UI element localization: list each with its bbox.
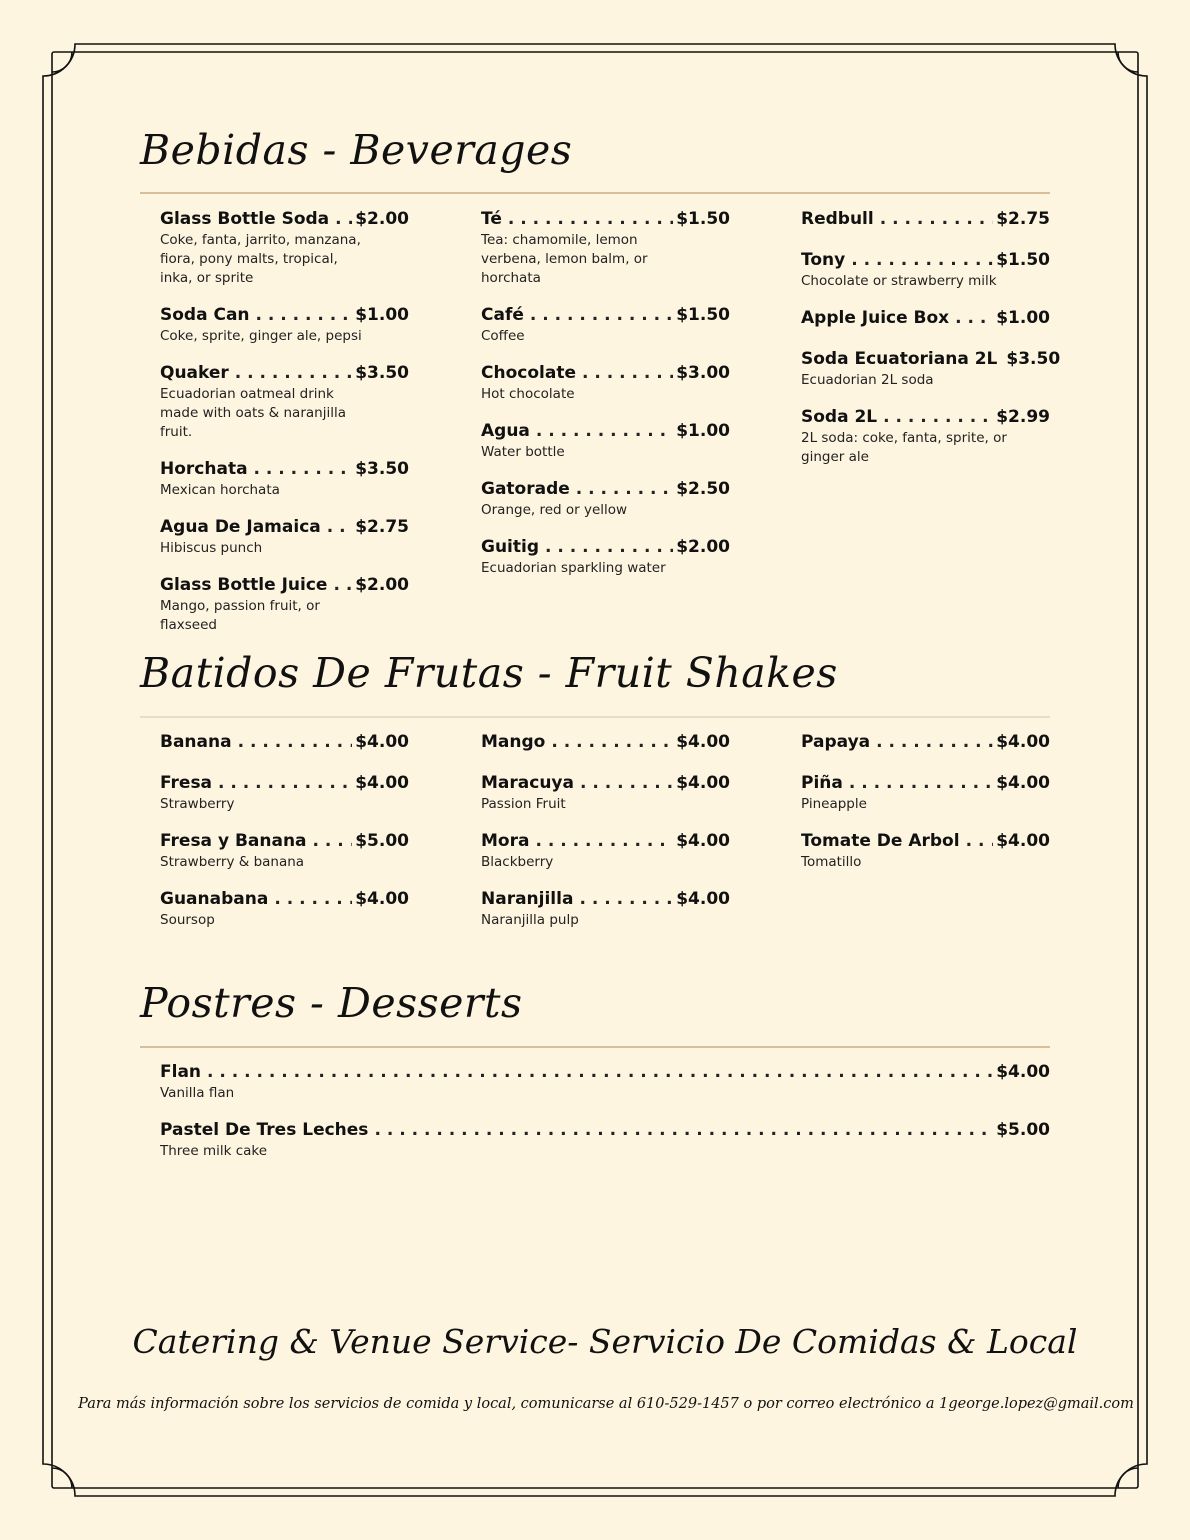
shakes-column-1 xyxy=(160,732,409,947)
menu-item-price: $4.00 xyxy=(676,831,730,851)
menu-item xyxy=(160,773,409,814)
dot-leader xyxy=(218,773,352,794)
menu-item-name: Gatorade xyxy=(481,479,570,499)
menu-item-price: $1.50 xyxy=(676,209,730,229)
menu-item-price: $4.00 xyxy=(996,831,1050,851)
menu-item-price: $3.50 xyxy=(355,363,409,383)
menu-item-row xyxy=(801,308,1050,329)
menu-item-description: Coke, sprite, ginger ale, pepsi xyxy=(160,328,362,344)
section-divider xyxy=(140,716,1050,718)
section-divider xyxy=(140,1046,1050,1048)
menu-item-description: Hibiscus punch xyxy=(160,540,263,556)
menu-item-description: Passion Fruit xyxy=(481,796,566,812)
menu-item xyxy=(481,421,730,462)
menu-item-row xyxy=(481,421,730,442)
menu-item-price: $5.00 xyxy=(996,1120,1050,1140)
section-divider xyxy=(140,192,1050,194)
menu-item-row xyxy=(481,831,730,852)
menu-item-description: Hot chocolate xyxy=(481,386,575,402)
menu-item-row xyxy=(481,889,730,910)
menu-item-row xyxy=(481,537,730,558)
menu-item-row xyxy=(481,732,730,753)
dot-leader xyxy=(333,575,352,596)
menu-item-price: $4.00 xyxy=(996,732,1050,752)
menu-item-name: Fresa xyxy=(160,773,213,793)
footer-title: Catering & Venue Service- Servicio De Comidas & Local xyxy=(132,1322,1078,1361)
menu-item xyxy=(160,305,409,346)
dot-leader xyxy=(335,209,352,230)
menu-item-price: $1.00 xyxy=(676,421,730,441)
menu-item-name: Mora xyxy=(481,831,530,851)
menu-item-name: Glass Bottle Juice xyxy=(160,575,328,595)
menu-item-row xyxy=(481,209,730,230)
menu-item-row xyxy=(160,209,409,230)
dot-leader xyxy=(851,250,993,271)
menu-item xyxy=(160,732,409,753)
menu-item-name: Papaya xyxy=(801,732,871,752)
menu-item-row xyxy=(160,732,409,753)
menu-item-name: Chocolate xyxy=(481,363,576,383)
menu-item-description: Mango, passion fruit, or flaxseed xyxy=(160,598,320,633)
menu-item-row xyxy=(160,773,409,794)
dot-leader xyxy=(508,209,673,230)
menu-item-name: Guitig xyxy=(481,537,540,557)
dot-leader xyxy=(955,308,993,329)
menu-item xyxy=(481,209,730,288)
menu-item-row xyxy=(801,773,1050,794)
menu-item-description: Ecuadorian sparkling water xyxy=(481,560,666,576)
menu-item-description: Soursop xyxy=(160,912,215,928)
menu-item-name: Soda Can xyxy=(160,305,250,325)
dot-leader xyxy=(207,1062,993,1083)
menu-item-name: Tony xyxy=(801,250,846,270)
menu-item-name: Guanabana xyxy=(160,889,269,909)
dot-leader xyxy=(582,363,673,384)
menu-item-row xyxy=(481,773,730,794)
menu-item-name: Soda Ecuatoriana 2L xyxy=(801,349,998,369)
menu-item-row xyxy=(160,459,409,480)
menu-item xyxy=(481,363,730,404)
menu-item-price: $4.00 xyxy=(996,1062,1050,1082)
menu-item-row xyxy=(801,732,1050,753)
menu-item-row xyxy=(481,305,730,326)
menu-item-description: Chocolate or strawberry milk xyxy=(801,273,997,289)
menu-item-description: Pineapple xyxy=(801,796,867,812)
menu-item-price: $4.00 xyxy=(676,732,730,752)
menu-item-name: Café xyxy=(481,305,524,325)
footer-contact-note: Para más información sobre los servicios de comida y local, comunicarse al 610-529-1457 o por correo electrónico a 1george.lopez@gmail.com xyxy=(78,1396,1134,1412)
menu-item-name: Agua De Jamaica xyxy=(160,517,321,537)
menu-item-price: $1.50 xyxy=(996,250,1050,270)
menu-item-name: Fresa y Banana xyxy=(160,831,307,851)
dot-leader xyxy=(545,537,673,558)
dot-leader xyxy=(313,831,353,852)
menu-item-price: $2.00 xyxy=(676,537,730,557)
desserts-column xyxy=(160,1062,1050,1178)
menu-item-row xyxy=(801,831,1050,852)
dot-leader xyxy=(238,732,353,753)
menu-item xyxy=(481,831,730,872)
menu-item-row xyxy=(481,479,730,500)
menu-item-price: $3.50 xyxy=(1006,349,1061,369)
menu-item-price: $5.00 xyxy=(355,831,409,851)
menu-item-price: $2.00 xyxy=(355,209,409,229)
menu-item-name: Flan xyxy=(160,1062,202,1082)
dot-leader xyxy=(274,889,352,910)
menu-item-description: Coke, fanta, jarrito, manzana, fiora, pony malts, tropical, inka, or sprite xyxy=(160,232,361,286)
menu-item-row xyxy=(801,407,1050,428)
menu-item-name: Quaker xyxy=(160,363,229,383)
menu-item-description: Mexican horchata xyxy=(160,482,280,498)
menu-item-price: $4.00 xyxy=(355,773,409,793)
menu-item-row xyxy=(801,250,1050,271)
menu-item-price: $3.50 xyxy=(355,459,409,479)
menu-item xyxy=(481,732,730,753)
menu-item-price: $4.00 xyxy=(355,732,409,752)
menu-item xyxy=(160,209,409,288)
menu-item-name: Maracuya xyxy=(481,773,574,793)
menu-item-price: $2.75 xyxy=(355,517,409,537)
dot-leader xyxy=(880,209,994,230)
menu-item-row xyxy=(160,363,409,384)
menu-item xyxy=(160,1120,1050,1161)
menu-item-name: Piña xyxy=(801,773,843,793)
menu-item-price: $2.99 xyxy=(996,407,1050,427)
section-title-fruit-shakes: Batidos De Frutas - Fruit Shakes xyxy=(140,649,838,697)
dot-leader xyxy=(327,517,352,538)
dot-leader xyxy=(579,889,673,910)
menu-item-description: Ecuadorian oatmeal drink made with oats & naranjilla fruit. xyxy=(160,386,346,440)
menu-item xyxy=(481,889,730,930)
menu-item-price: $2.00 xyxy=(355,575,409,595)
menu-item-price: $2.75 xyxy=(996,209,1050,229)
menu-item-description: Strawberry xyxy=(160,796,235,812)
menu-item-name: Mango xyxy=(481,732,546,752)
dot-leader xyxy=(849,773,993,794)
dot-leader xyxy=(576,479,673,500)
menu-item-price: $2.50 xyxy=(676,479,730,499)
menu-item xyxy=(160,889,409,930)
menu-item-row xyxy=(160,517,409,538)
menu-item xyxy=(801,732,1050,753)
menu-item-description: Tea: chamomile, lemon verbena, lemon balm, or horchata xyxy=(481,232,648,286)
dot-leader xyxy=(883,407,993,428)
menu-item-name: Tomate De Arbol xyxy=(801,831,960,851)
menu-item xyxy=(801,407,1050,467)
menu-item xyxy=(160,517,409,558)
menu-item-price: $1.00 xyxy=(996,308,1050,328)
menu-item-price: $4.00 xyxy=(996,773,1050,793)
section-title-desserts: Postres - Desserts xyxy=(140,979,523,1027)
menu-item xyxy=(481,479,730,520)
menu-item-description: Ecuadorian 2L soda xyxy=(801,372,934,388)
dot-leader xyxy=(530,305,673,326)
shakes-column-2 xyxy=(481,732,730,947)
menu-item-row xyxy=(481,363,730,384)
dot-leader xyxy=(374,1120,993,1141)
menu-item xyxy=(801,250,1050,291)
menu-item xyxy=(481,773,730,814)
beverages-column-3 xyxy=(801,209,1061,484)
menu-item-price: $1.00 xyxy=(355,305,409,325)
menu-item xyxy=(160,575,409,635)
beverages-column-1 xyxy=(160,209,409,652)
menu-item-name: Agua xyxy=(481,421,530,441)
menu-item-name: Soda 2L xyxy=(801,407,878,427)
menu-item-name: Té xyxy=(481,209,502,229)
menu-item xyxy=(481,537,730,578)
menu-item xyxy=(801,831,1050,872)
menu-item-description: Three milk cake xyxy=(160,1143,268,1159)
dot-leader xyxy=(551,732,673,753)
menu-item xyxy=(160,363,409,442)
menu-item xyxy=(801,773,1050,814)
menu-item-price: $4.00 xyxy=(355,889,409,909)
menu-item-name: Naranjilla xyxy=(481,889,574,909)
dot-leader xyxy=(235,363,352,384)
menu-item-row xyxy=(801,209,1050,230)
dot-leader xyxy=(966,831,994,852)
dot-leader xyxy=(535,831,673,852)
menu-item-description: Vanilla flan xyxy=(160,1085,235,1101)
menu-item-description: Strawberry & banana xyxy=(160,854,305,870)
menu-item-name: Redbull xyxy=(801,209,874,229)
menu-item-name: Banana xyxy=(160,732,232,752)
dot-leader xyxy=(256,305,353,326)
menu-item-price: $4.00 xyxy=(676,773,730,793)
menu-item-description: 2L soda: coke, fanta, sprite, or ginger ale xyxy=(801,430,1007,465)
menu-item-name: Horchata xyxy=(160,459,248,479)
menu-item-name: Apple Juice Box xyxy=(801,308,950,328)
menu-item xyxy=(801,209,1050,230)
menu-item-description: Coffee xyxy=(481,328,525,344)
dot-leader xyxy=(254,459,353,480)
shakes-column-3 xyxy=(801,732,1050,889)
menu-item xyxy=(160,831,409,872)
menu-item-description: Blackberry xyxy=(481,854,554,870)
menu-item-row xyxy=(801,349,1061,370)
dot-leader xyxy=(536,421,673,442)
section-title-beverages: Bebidas - Beverages xyxy=(140,126,573,174)
dot-leader xyxy=(876,732,993,753)
menu-item-row xyxy=(160,305,409,326)
menu-item-row xyxy=(160,1120,1050,1141)
menu-item-price: $4.00 xyxy=(676,889,730,909)
menu-item-row xyxy=(160,575,409,596)
menu-item xyxy=(160,459,409,500)
menu-item xyxy=(160,1062,1050,1103)
menu-item-description: Water bottle xyxy=(481,444,565,460)
menu-item-name: Pastel De Tres Leches xyxy=(160,1120,369,1140)
menu-item-row xyxy=(160,1062,1050,1083)
menu-item xyxy=(801,349,1061,390)
menu-item-price: $3.00 xyxy=(676,363,730,383)
menu-item-price: $1.50 xyxy=(676,305,730,325)
dot-leader xyxy=(580,773,673,794)
menu-item-description: Naranjilla pulp xyxy=(481,912,579,928)
menu-item-row xyxy=(160,889,409,910)
beverages-column-2 xyxy=(481,209,730,595)
menu-item-name: Glass Bottle Soda xyxy=(160,209,330,229)
menu-item-description: Tomatillo xyxy=(801,854,862,870)
menu-item xyxy=(481,305,730,346)
menu-item-description: Orange, red or yellow xyxy=(481,502,628,518)
menu-item xyxy=(801,308,1050,329)
menu-item-row xyxy=(160,831,409,852)
